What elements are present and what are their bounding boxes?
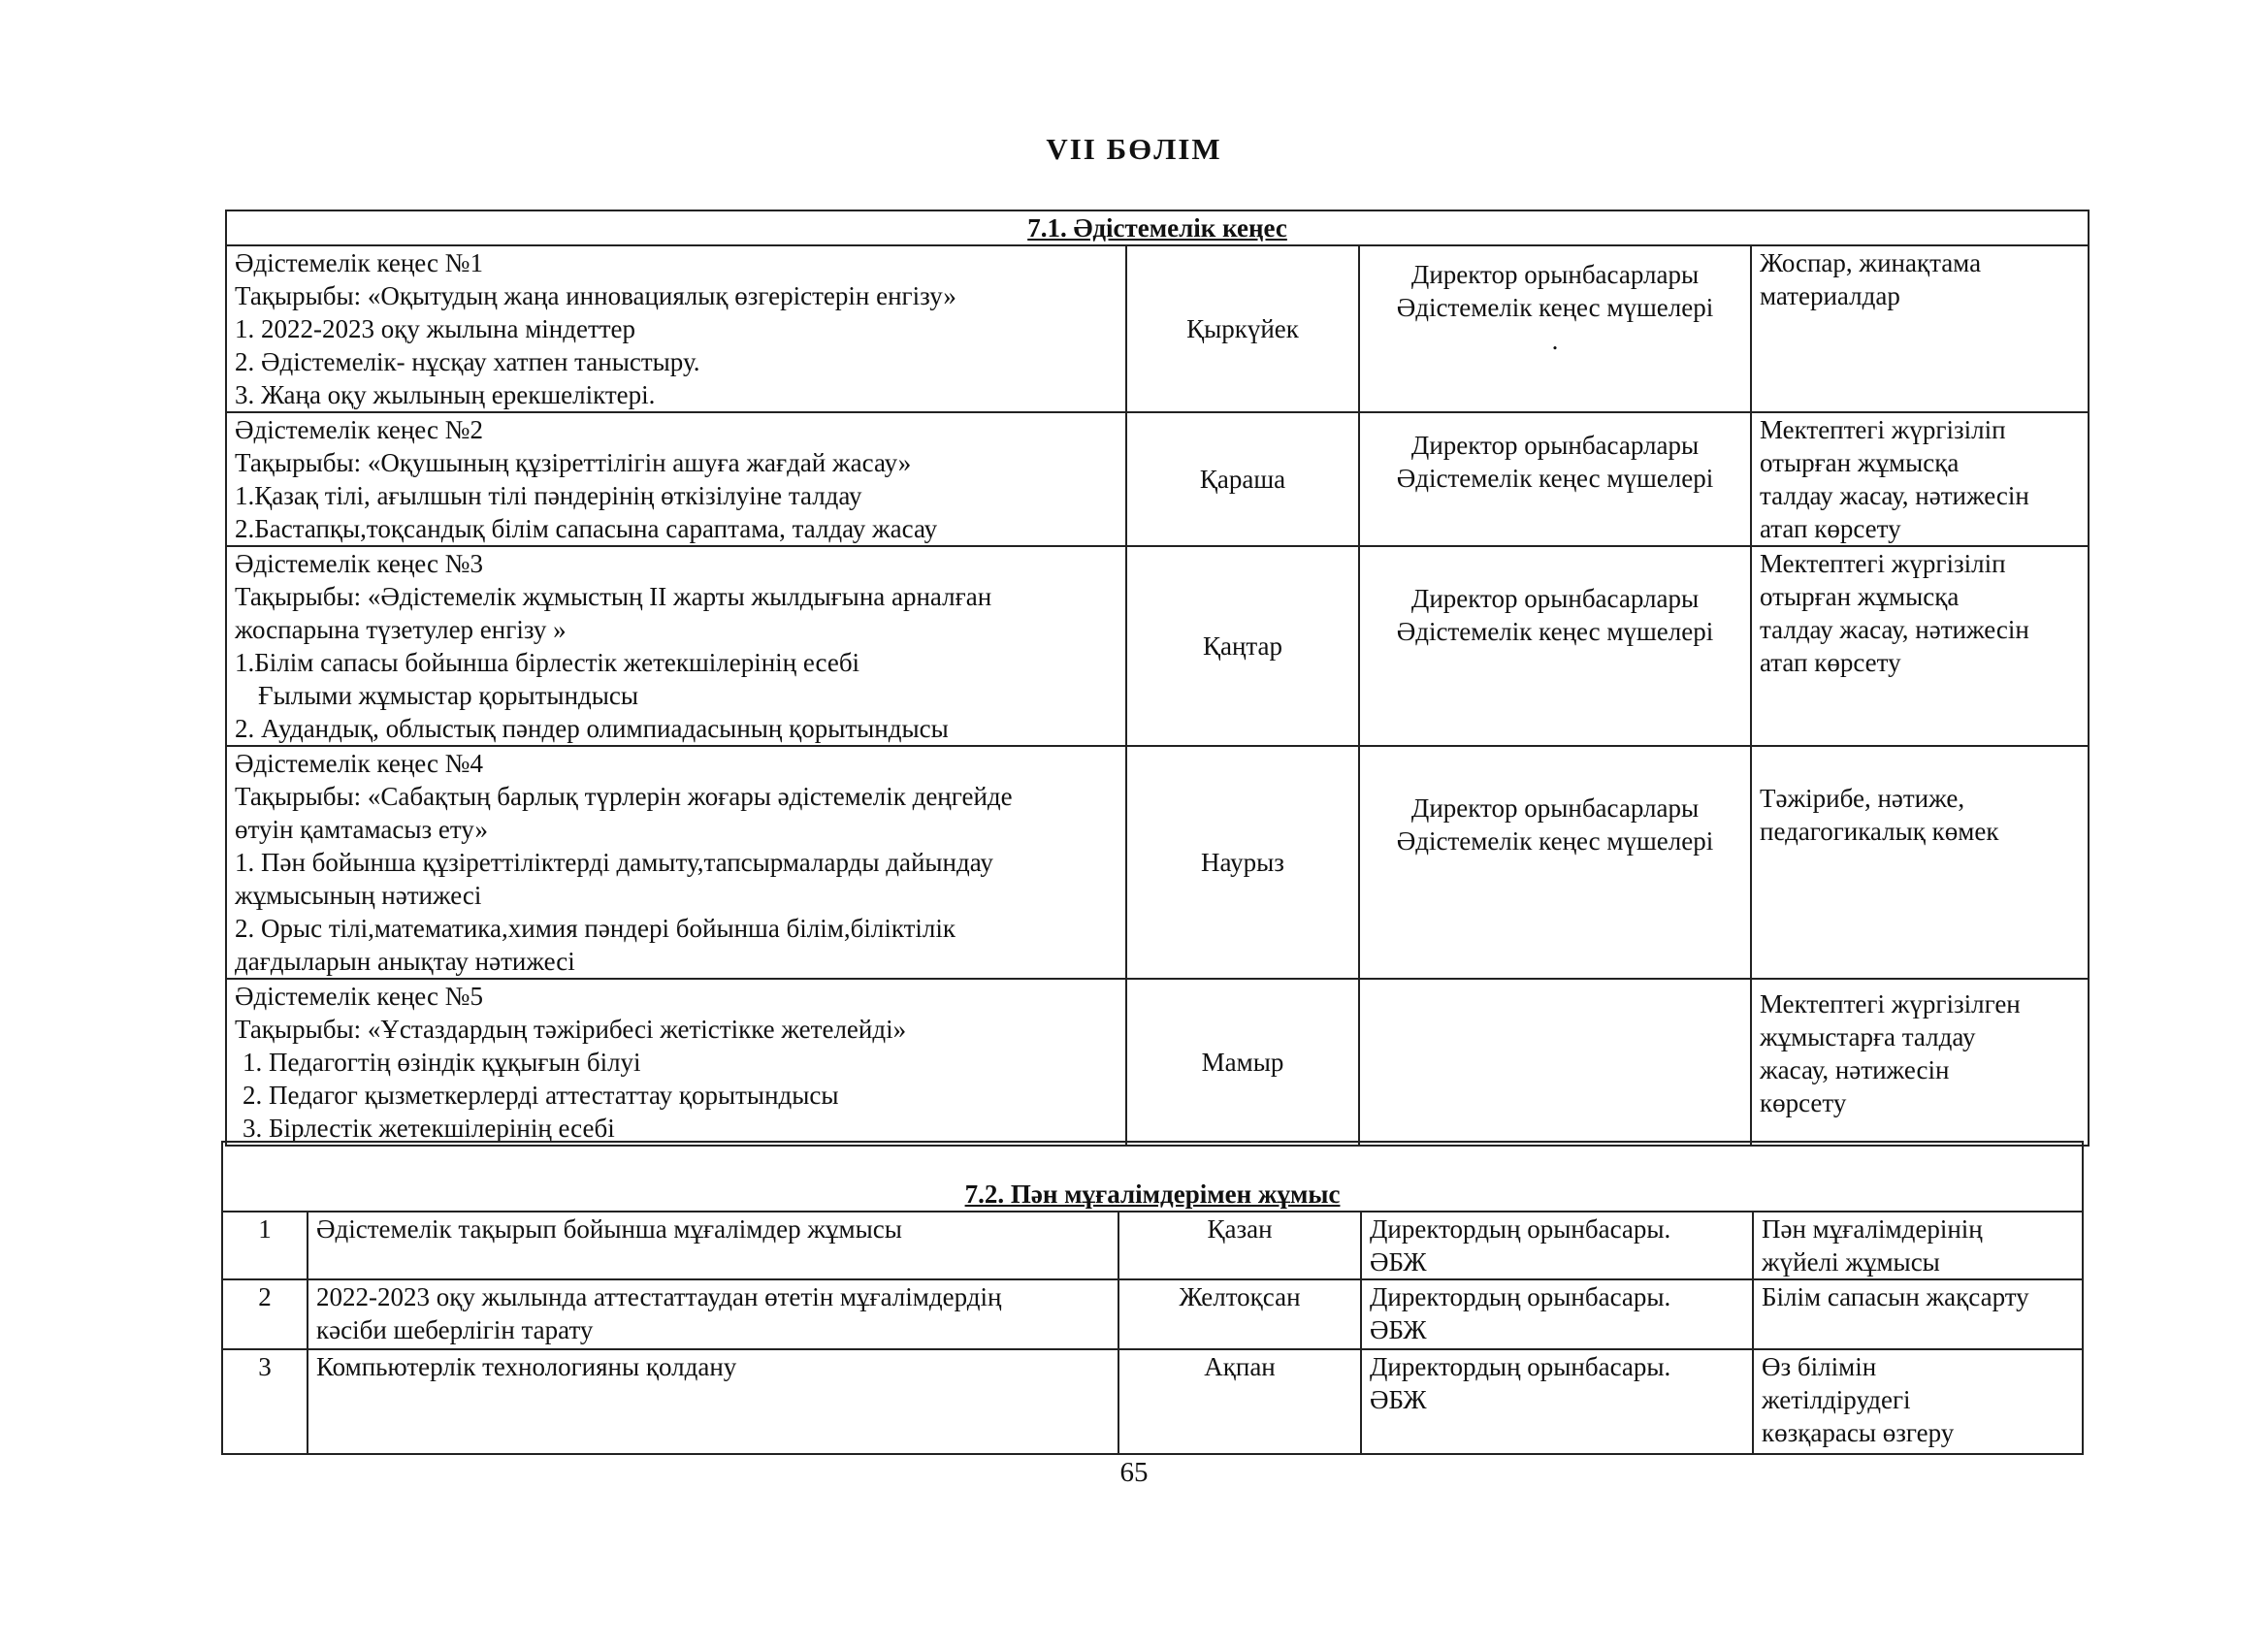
council-topic-cell: Әдістемелік кеңес №2 Тақырыбы: «Оқушының құзіреттілігін ашуға жағдай жасау» 1.Қазақ тілі, ағылшын тілі пәндерінің өткізілуіне талдау 2.Бастапқы,тоқсандық білім сапасына сараптама, талдау жасау <box>226 412 1126 546</box>
work-topic-cell: Әдістемелік тақырып бойынша мұғалімдер жұмысы <box>308 1212 1118 1279</box>
month-cell: Қаңтар <box>1126 546 1359 746</box>
responsible-cell: Директор орынбасарлары Әдістемелік кеңес мүшелері <box>1359 546 1751 746</box>
subject-teachers-table <box>221 1141 2084 1455</box>
result-cell: Өз білімін жетілдірудегі көзқарасы өзгеру <box>1753 1349 2083 1454</box>
result-cell: Мектептегі жүргізілген жұмыстарға талдау жасау, нәтижесін көрсету <box>1751 979 2089 1146</box>
council-topic-cell: Әдістемелік кеңес №4 Тақырыбы: «Сабақтың барлық түрлерін жоғары әдістемелік деңгейде өтуін қамтамасыз ету» 1. Пән бойынша құзіреттіліктерді дамыту,тапсырмаларды дайындау жұмысының нәтижесі 2. Орыс тілі,математика,химия пәндері бойынша білім,біліктілік дағдыларын анықтау нәтижесі <box>226 746 1126 979</box>
month-cell: Наурыз <box>1126 746 1359 979</box>
result-cell: Пән мұғалімдерінің жүйелі жұмысы <box>1753 1212 2083 1279</box>
page-number: 65 <box>1119 1457 1149 1488</box>
month-cell: Қыркүйек <box>1126 245 1359 412</box>
row-number: 3 <box>222 1349 308 1454</box>
table-row <box>226 746 2089 979</box>
page-title: VII БӨЛІМ <box>1046 132 1222 166</box>
table-row <box>226 245 2089 412</box>
table-row <box>222 1349 2083 1454</box>
section-heading: 7.1. Әдістемелік кеңес <box>226 210 2089 245</box>
table-row <box>222 1279 2083 1349</box>
responsible-cell: Директор орынбасарлары Әдістемелік кеңес мүшелері <box>1359 412 1751 546</box>
table-row <box>226 979 2089 1146</box>
section-heading: 7.2. Пән мұғалімдерімен жұмыс <box>222 1142 2083 1212</box>
responsible-cell: Директордың орынбасары. ӘБЖ <box>1361 1212 1753 1279</box>
row-number: 2 <box>222 1279 308 1349</box>
responsible-cell: Директор орынбасарлары Әдістемелік кеңес мүшелері . <box>1359 245 1751 412</box>
month-cell: Ақпан <box>1118 1349 1361 1454</box>
table-row <box>226 546 2089 746</box>
month-cell: Желтоқсан <box>1118 1279 1361 1349</box>
result-cell: Жоспар, жинақтама материалдар <box>1751 245 2089 412</box>
work-topic-cell: Компьютерлік технологияны қолдану <box>308 1349 1118 1454</box>
month-cell: Мамыр <box>1126 979 1359 1146</box>
responsible-cell: Директор орынбасарлары Әдістемелік кеңес мүшелері <box>1359 746 1751 979</box>
month-cell: Қараша <box>1126 412 1359 546</box>
responsible-cell: Директордың орынбасары. ӘБЖ <box>1361 1349 1753 1454</box>
row-number: 1 <box>222 1212 308 1279</box>
responsible-cell <box>1359 979 1751 1146</box>
council-topic-cell: Әдістемелік кеңес №1 Тақырыбы: «Оқытудың жаңа инновациялық өзгерістерін енгізу» 1. 2022-2023 оқу жылына міндеттер 2. Әдістемелік- нұсқау хатпен таныстыру. 3. Жаңа оқу жылының ерекшеліктері. <box>226 245 1126 412</box>
council-topic-cell: Әдістемелік кеңес №3 Тақырыбы: «Әдістемелік жұмыстың ІІ жарты жылдығына арналған жоспарына түзетулер енгізу » 1.Білім сапасы бойынша бірлестік жетекшілерінің есебі Ғылыми жұмыстар қорытындысы 2. Аудандық, облыстық пәндер олимпиадасының қорытындысы <box>226 546 1126 746</box>
result-cell: Мектептегі жүргізіліп отырған жұмысқа талдау жасау, нәтижесін атап көрсету <box>1751 412 2089 546</box>
result-cell: Тәжірибе, нәтиже, педагогикалық көмек <box>1751 746 2089 979</box>
result-cell: Білім сапасын жақсарту <box>1753 1279 2083 1349</box>
responsible-cell: Директордың орынбасары. ӘБЖ <box>1361 1279 1753 1349</box>
methodical-council-table <box>225 210 2090 1147</box>
work-topic-cell: 2022-2023 оқу жылында аттестаттаудан өтетін мұғалімдердің кәсіби шеберлігін тарату <box>308 1279 1118 1349</box>
table-row <box>222 1212 2083 1279</box>
month-cell: Қазан <box>1118 1212 1361 1279</box>
table-row <box>226 412 2089 546</box>
council-topic-cell: Әдістемелік кеңес №5 Тақырыбы: «Ұстаздардың тәжірибесі жетістікке жетелейді» 1. Педагогтің өзіндік құқығын білуі 2. Педагог қызметкерлерді аттестаттау қорытындысы 3. Бірлестік жетекшілерінің есебі <box>226 979 1126 1146</box>
result-cell: Мектептегі жүргізіліп отырған жұмысқа талдау жасау, нәтижесін атап көрсету <box>1751 546 2089 746</box>
